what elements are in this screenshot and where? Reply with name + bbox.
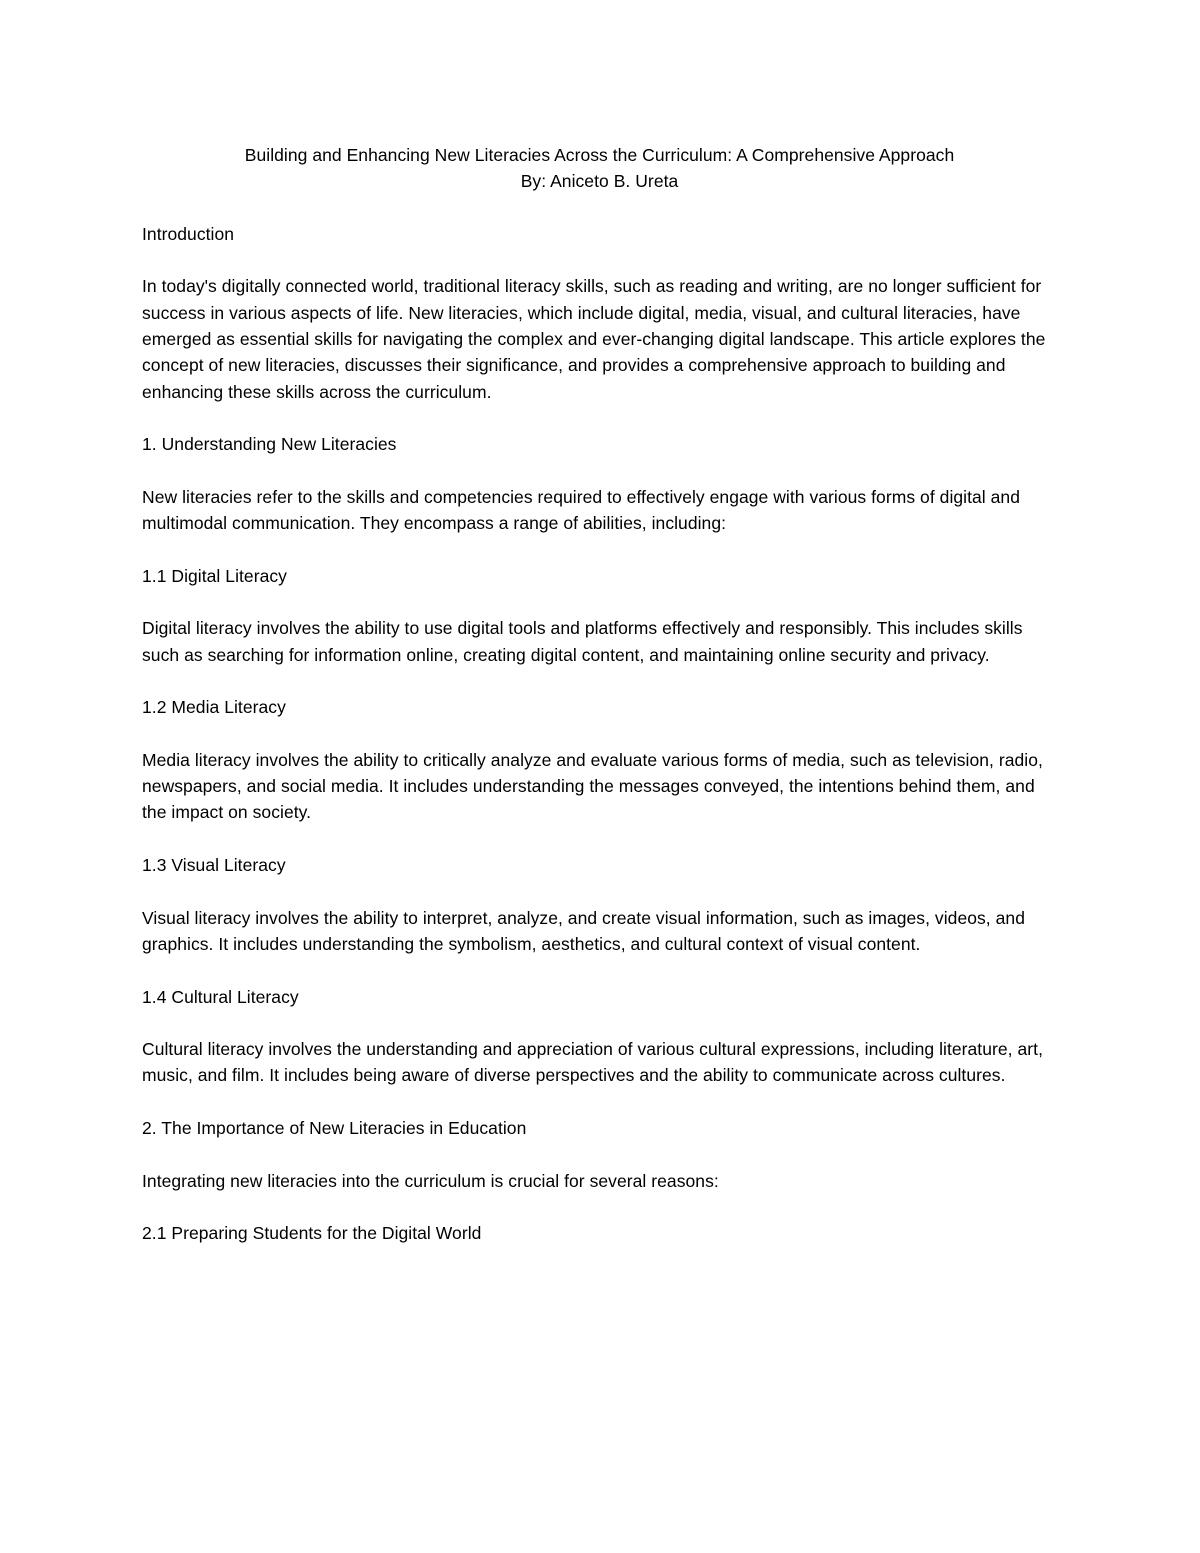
paragraph-media-literacy: Media literacy involves the ability to critically analyze and evaluate various forms of media, such as television, radio, newspapers, and social media. It includes understanding the messages conveyed, the intentions behind them, and the impact on society.: [142, 749, 1043, 823]
section-heading-importance: 2. The Importance of New Literacies in Education: [142, 1117, 527, 1138]
section-heading-digital-literacy: 1.1 Digital Literacy: [142, 565, 287, 586]
section-heading-understanding-new-literacies: 1. Understanding New Literacies: [142, 434, 397, 455]
paragraph-understanding-new-literacies: New literacies refer to the skills and competencies required to effectively engage with various forms of digital and multimodal communication. They encompass a range of abilities, including:: [142, 486, 1020, 534]
document-title: Building and Enhancing New Literacies Across the Curriculum: A Comprehensive Approach: [244, 145, 955, 165]
document-body: [142, 142, 1057, 1273]
paragraph-visual-literacy: Visual literacy involves the ability to interpret, analyze, and create visual information, such as images, videos, and graphics. It includes understanding the symbolism, aesthetics, and cultural context of visual content.: [142, 907, 1025, 954]
title-block: [142, 142, 1057, 195]
paragraph-importance: Integrating new literacies into the curriculum is crucial for several reasons:: [142, 1170, 719, 1191]
paragraph-introduction: In today's digitally connected world, traditional literacy skills, such as reading and writing, are no longer sufficient for success in various aspects of life. New literacies, which include digital, media, visual, and cultural literacies, have emerged as essential skills for navigating the complex and ever-changing digital landscape. This article explores the concept of new literacies, discusses their significance, and provides a comprehensive approach to building and enhancing these skills across the curriculum.: [142, 276, 1046, 402]
section-heading-introduction: Introduction: [142, 223, 235, 244]
section-heading-visual-literacy: 1.3 Visual Literacy: [142, 855, 286, 876]
document-byline: By: Aniceto B. Ureta: [520, 171, 679, 192]
section-heading-media-literacy: 1.2 Media Literacy: [142, 697, 286, 718]
paragraph-digital-literacy: Digital literacy involves the ability to use digital tools and platforms effectively and responsibly. This includes skills such as searching for information online, creating digital content, and maintaining online security and privacy.: [142, 618, 1023, 665]
paragraph-cultural-literacy: Cultural literacy involves the understanding and appreciation of various cultural expressions, including literature, art, music, and film. It includes being aware of diverse perspectives and the ability to communicate across cultures.: [142, 1039, 1043, 1086]
section-heading-cultural-literacy: 1.4 Cultural Literacy: [142, 986, 299, 1007]
section-heading-preparing-students: 2.1 Preparing Students for the Digital World: [142, 1223, 482, 1244]
